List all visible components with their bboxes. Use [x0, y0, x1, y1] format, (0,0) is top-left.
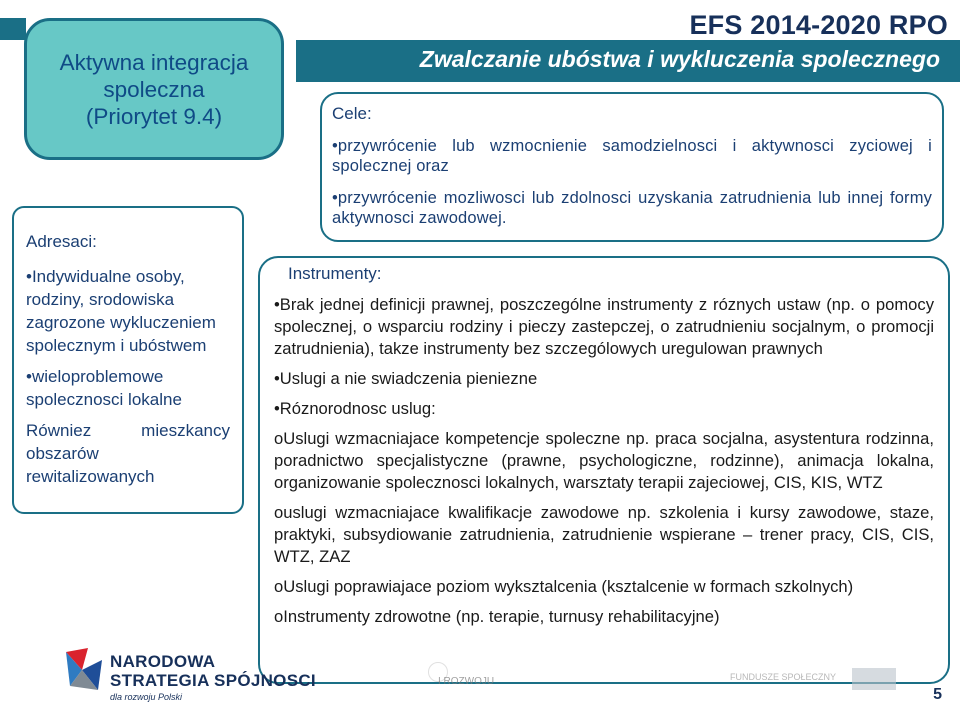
- slide-title-box: [24, 18, 284, 160]
- addressee-item: •Indywidualne osoby, rodziny, srodowiska zagrozone wykluczeniem spolecznym i ubóstwem: [26, 267, 216, 355]
- instrument-paragraph: •Róznorodnosc uslug:: [274, 399, 436, 418]
- instrument-paragraph: •Brak jednej definicji prawnej, poszczególne instrumenty z róznych ustaw (np. o pomocy spolecznej, o wsparciu rodziny i pieczy zastepczej, o zatrudnieniu socjalnym, o promocji zatrudnienia), takze instrumenty bez szczególowych uregulowan prawnych: [274, 295, 934, 358]
- instrument-subitem: oInstrumenty zdrowotne (np. terapie, turnusy rehabilitacyjne): [274, 607, 720, 626]
- goals-label: Cele:: [332, 104, 372, 123]
- addressees-box: [12, 206, 244, 514]
- topic-title: Zwalczanie ubóstwa i wykluczenia spolecznego: [419, 46, 940, 72]
- instrument-subitem: oUslugi wzmacniajace kompetencje spoleczne np. praca socjalna, asystentura rodzinna, poradnictwo specjalistyczne (prawne, psychologiczne, rodzinne), animacja lokalna, organizowanie spolecznosci lokalnych, warsztaty terapii zajeciowej, CIS, KIS, WTZ: [274, 429, 934, 492]
- addressees-also-line2: obszarów rewitalizowanych: [26, 444, 155, 486]
- logo-subtitle: dla rozwoju Polski: [110, 692, 183, 702]
- addressees-also-line1: Równiez mieszkancy: [26, 421, 230, 440]
- instrument-paragraph: •Uslugi a nie swiadczenia pieniezne: [274, 369, 538, 388]
- page-number: 5: [933, 686, 942, 703]
- logo-line-1: NARODOWA: [110, 652, 216, 671]
- title-line-3: (Priorytet 9.4): [85, 103, 223, 129]
- eu-flag-icon: [852, 668, 896, 690]
- strategy-logo-icon: [62, 646, 106, 694]
- logo-line-2: STRATEGIA SPÓJNOSCI: [110, 671, 316, 690]
- instrument-subitem: oUslugi poprawiajace poziom wyksztalcenia (ksztalcenie w formach szkolnych): [274, 577, 854, 596]
- goal-item: •przywrócenie lub wzmocnienie samodzielnosci i aktywnosci zyciowej i spolecznej oraz: [332, 137, 932, 175]
- instrument-subitem: ouslugi wzmacniajace kwalifikacje zawodowe np. szkolenia i kursy zawodowe, staze, praktyki, subsydiowanie zatrudnienia, zatrudnienie wspierane – trener pracy, CIS, CIS, WTZ, ZAZ: [274, 503, 934, 566]
- title-line-1: Aktywna integracja: [59, 49, 249, 75]
- logo-text: [110, 652, 316, 690]
- instruments-box: [258, 256, 950, 684]
- goal-item: •przywrócenie mozliwosci lub zdolnosci uzyskania zatrudnienia lub innej formy aktywnosci zawodowej.: [332, 189, 932, 227]
- faded-footer-text: I ROZWOJU: [438, 676, 495, 687]
- program-code: EFS 2014-2020 RPO: [689, 10, 948, 40]
- instruments-label: Instrumenty:: [288, 264, 382, 283]
- title-line-2: spoleczna: [103, 76, 205, 102]
- faded-footer-text: FUNDUSZE SPOŁECZNY: [730, 672, 837, 682]
- corner-accent: [0, 18, 26, 40]
- addressees-label: Adresaci:: [26, 232, 97, 251]
- addressee-item: •wieloproblemowe spolecznosci lokalne: [26, 367, 182, 409]
- goals-box: [320, 92, 944, 242]
